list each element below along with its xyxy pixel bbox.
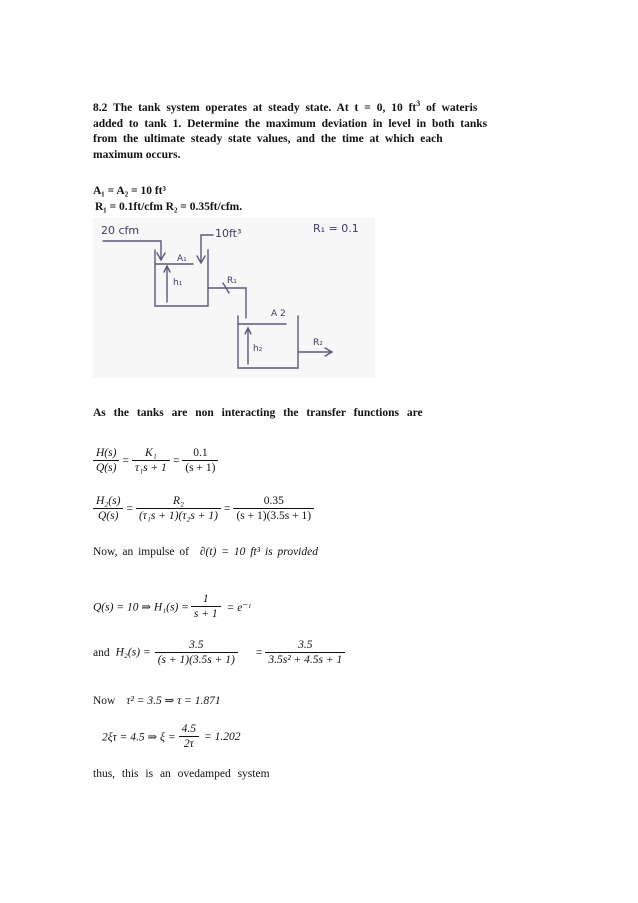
equation-h1-impulse: Q(s) = 10 ⇒ H₁(s) = $\frac{1}{s + 1}$ = e⁻ᵗ xyxy=(93,593,251,620)
h2-label: h₂ xyxy=(253,344,263,354)
tank2-label: A 2 xyxy=(271,309,286,319)
impulse-line: Now, an impulse of ∂(t) = 10 ft³ is provided xyxy=(93,546,318,558)
statement-line-3: from the ultimate steady state values, and the time at which each xyxy=(93,133,443,145)
inflow-label: 20 cfm xyxy=(101,224,140,237)
eq1-rhs: $\frac{0.1}{(s + 1)}$ xyxy=(182,446,218,475)
eq1-mid: $\frac{\text{K₁}}{\text{τ₁s + 1}}$ xyxy=(132,446,170,475)
eq2-mid: $\frac{\text{R₂}}{\text{(τ₁s + 1)(τ₂s + 1)}}$ xyxy=(136,494,221,523)
eq1-lhs: $\frac{H(s)}{Q(s)}$ xyxy=(93,446,119,475)
tank1-label: A₁ xyxy=(177,254,187,264)
statement-line-2: added to tank 1. Determine the maximum deviation in level in both tanks xyxy=(93,117,488,130)
eq2-lhs: $\frac{\text{H₂(s)}}{Q(s)}$ xyxy=(93,494,123,523)
eq2-rhs: $\frac{0.35}{(s + 1)(3.5s + 1)}$ xyxy=(233,494,314,523)
tank-sketch xyxy=(93,218,375,378)
eq5-frac: $\frac{4.5}{2\tau}$ xyxy=(179,722,199,751)
given-areas: A₁ = A₂ = 10 ft³ xyxy=(93,185,166,197)
problem-statement xyxy=(93,96,553,163)
equation-xi: 2ξτ = 4.5 ⇒ ξ = $\frac{4.5}{2\tau}$ = 1.202 xyxy=(102,723,241,750)
non-interacting-text: As the tanks are non interacting the transfer functions are xyxy=(93,407,423,419)
r1-label: R₁ xyxy=(227,276,237,286)
statement-line-4: maximum occurs. xyxy=(93,148,181,161)
equation-h2: $\frac{\text{H₂(s)}}{Q(s)}$ = $\frac{\text{R₂}}{\text{(τ₁s + 1)(τ₂s + 1)}}$ = $\frac{0.35}{(s + 1)(3.5s + 1)}$ xyxy=(93,494,314,523)
r1-value-label: R₁ = 0.1 xyxy=(313,222,359,235)
eq4-frac-1: $\frac{3.5}{(s + 1)(3.5s + 1)}$ xyxy=(155,638,238,667)
r2-label: R₂ xyxy=(313,338,323,348)
added-volume-label: 10ft³ xyxy=(215,227,242,240)
h1-label: h₁ xyxy=(173,278,183,288)
eq4-frac-2: $\frac{3.5}{\text{3.5s² + 4.5s + 1}}$ xyxy=(265,638,345,667)
conclusion-text: thus, this is an ovedamped system xyxy=(93,768,270,780)
tank-sketch-drawing xyxy=(93,218,375,378)
statement-line-1: 8.2 The tank system operates at steady state. At t = 0, 10 $ft^3$ of wateris xyxy=(93,99,478,114)
tau-line: Now τ² = 3.5 ⇒ τ = 1.871 xyxy=(93,695,221,707)
given-resistances: R₁ = 0.1ft/cfm R₂ = 0.35ft/cfm. xyxy=(95,201,243,213)
equation-h1: $\frac{H(s)}{Q(s)}$ = $\frac{\text{K₁}}{\text{τ₁s + 1}}$ = $\frac{0.1}{(s + 1)}$ xyxy=(93,446,218,475)
equation-h2-impulse: and H₂(s) = $\frac{3.5}{(s + 1)(3.5s + 1)}$ = $\frac{3.5}{\text{3.5s² + 4.5s + 1}}$ xyxy=(93,638,345,667)
eq3-frac: $\frac{1}{s + 1}$ xyxy=(191,592,221,621)
